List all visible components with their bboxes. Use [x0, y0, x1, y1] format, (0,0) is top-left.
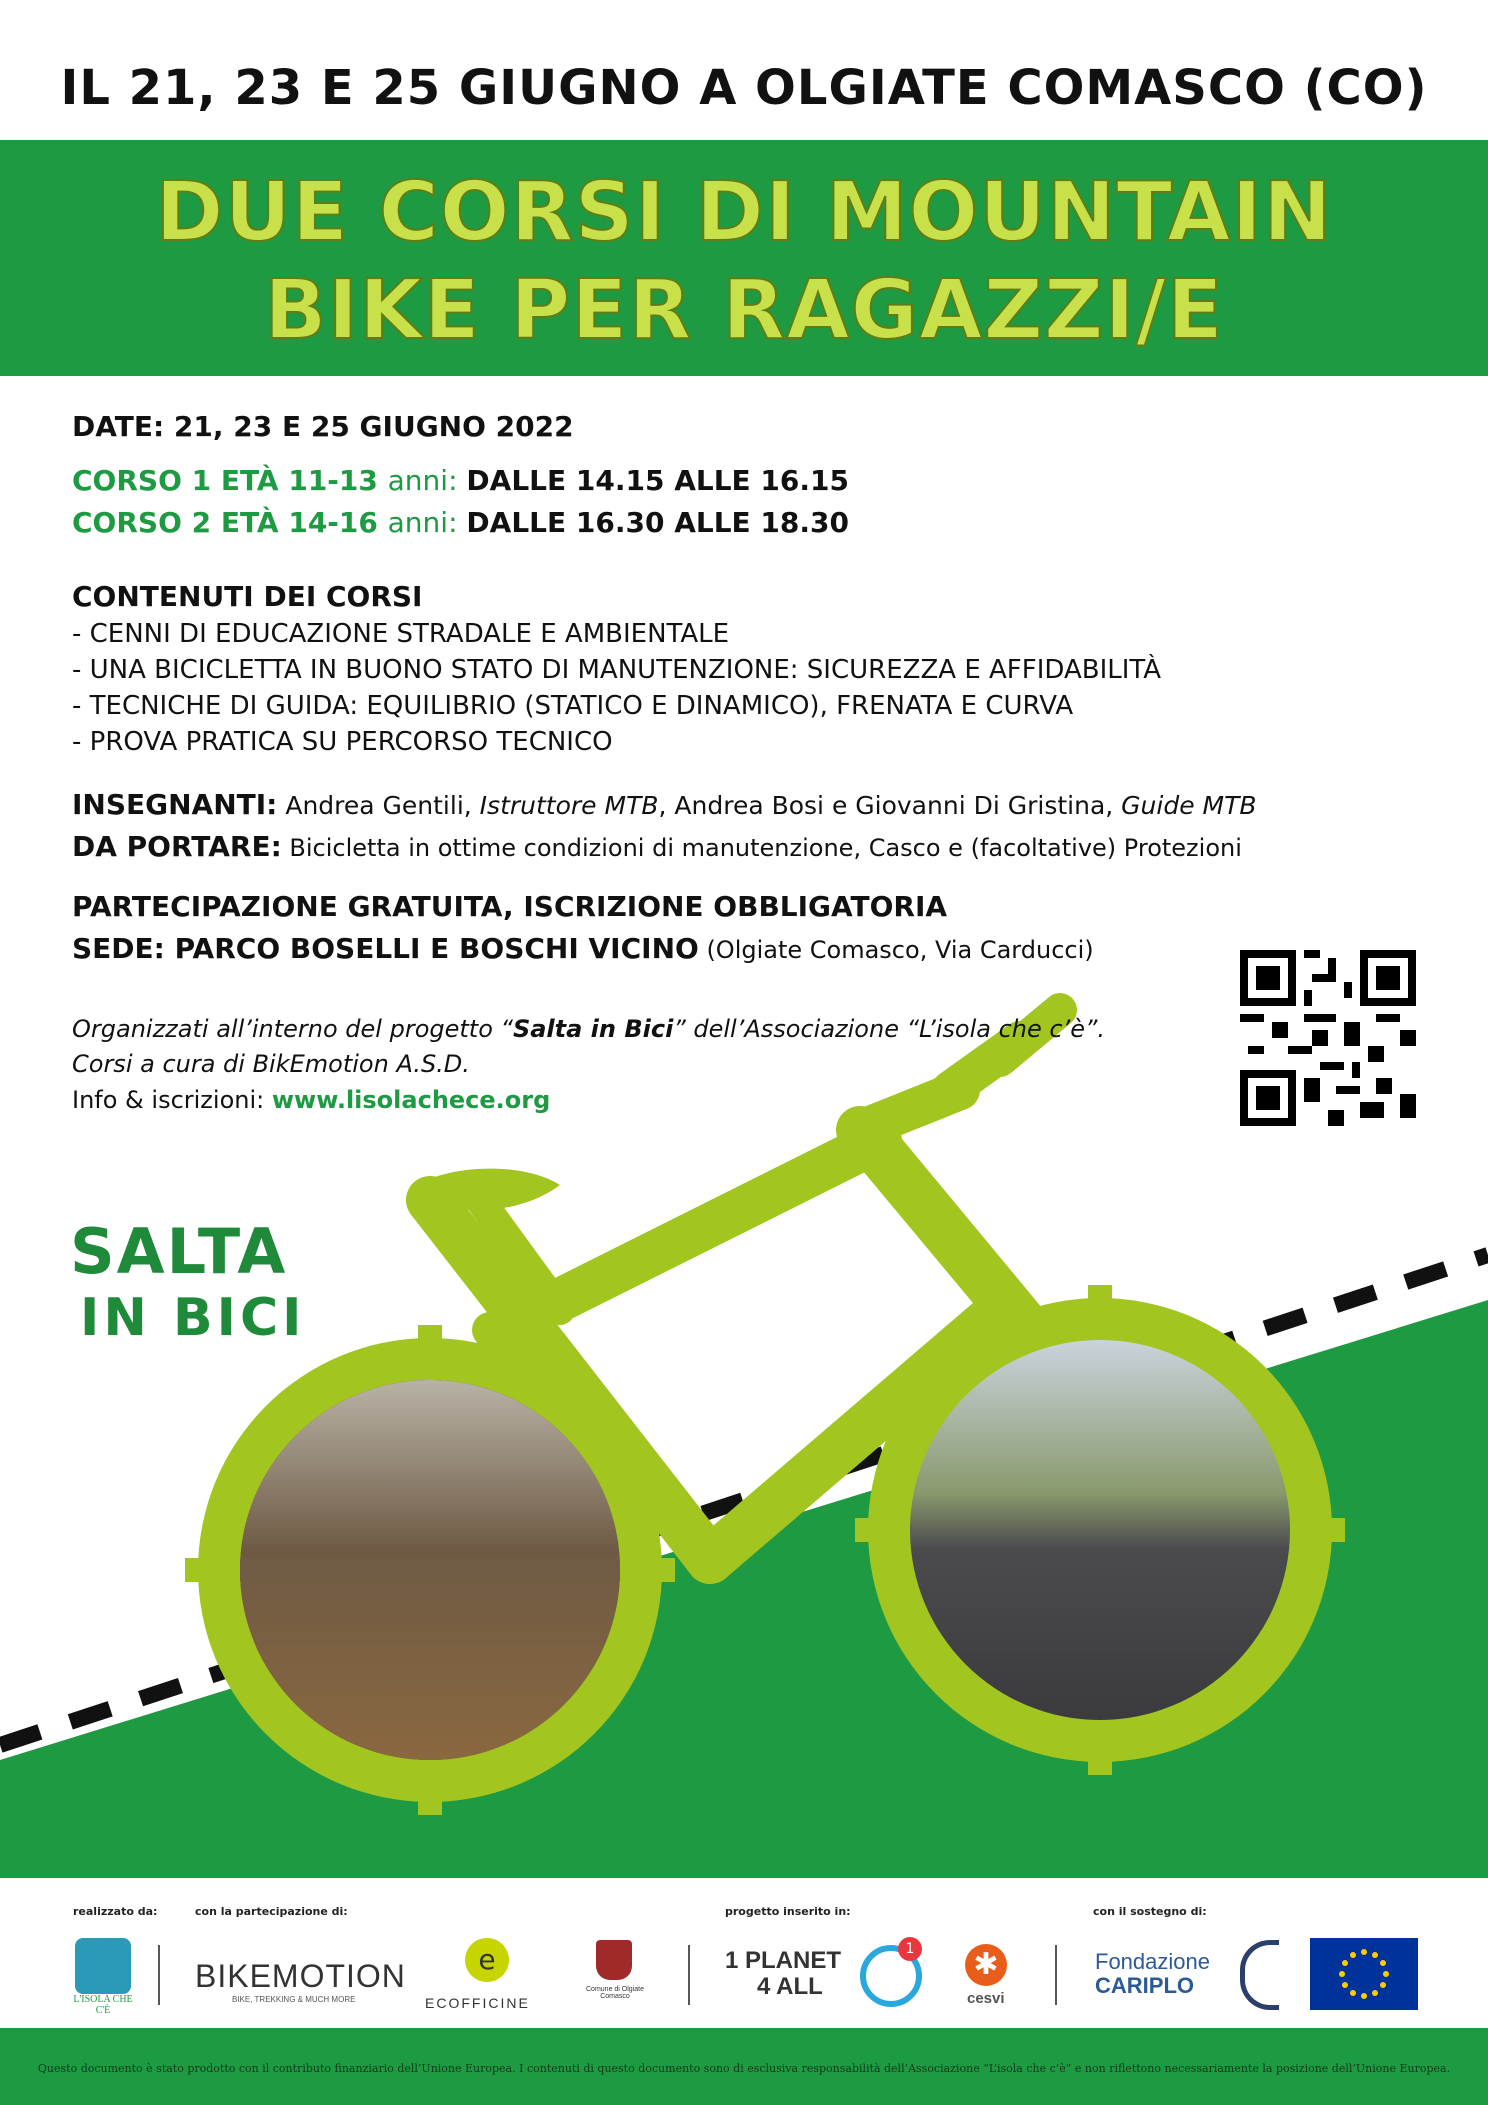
what-to-bring: DA PORTARE: Bicicletta in ottime condizioni di manutenzione, Casco e (facoltative) Protezioni	[72, 830, 1242, 863]
main-title-line2: BIKE PER RAGAZZI/E	[264, 263, 1224, 358]
course-1: CORSO 1 ETÀ 11-13 anni: DALLE 14.15 ALLE 16.15	[72, 464, 850, 497]
teachers: INSEGNANTI: Andrea Gentili, Istruttore MTB, Andrea Bosi e Giovanni Di Gristina, Guide MTB	[72, 788, 1257, 821]
ecofficine-icon: e	[465, 1938, 509, 1982]
cariplo-logo: Fondazione CARIPLO	[1095, 1949, 1210, 1998]
eu-disclaimer-footer: Questo documento è stato prodotto con il contributo finanziario dell’Unione Europea. I contenuti di questo documento sono di esclusiva responsabilità dell’Associazione “L’isola che c’è” e non riflettono necessariamente la posizione dell’Unione Europea.	[0, 2032, 1488, 2105]
ecofficine-logo: ECOFFICINE	[425, 1995, 530, 2011]
dates: DATE: 21, 23 E 25 GIUGNO 2022	[72, 410, 574, 443]
qr-code	[1240, 950, 1416, 1126]
cesvi-logo: cesvi	[967, 1990, 1005, 2007]
info-line: Info & iscrizioni: www.lisolachece.org	[72, 1086, 551, 1114]
main-title-line1: DUE CORSI DI MOUNTAIN	[155, 165, 1333, 260]
list-item: - UNA BICICLETTA IN BUONO STATO DI MANUTENZIONE: SICUREZZA E AFFIDABILITÀ	[72, 655, 1162, 685]
course-label: CORSO 2 ETÀ 14-16	[72, 506, 388, 539]
course-age-unit: anni	[387, 506, 449, 539]
front-wheel	[868, 1298, 1332, 1762]
course-time: DALLE 14.15 ALLE 16.15	[466, 464, 850, 497]
one-planet-logo: 1 PLANET 4 ALL	[725, 1947, 842, 2000]
list-item: - TECNICHE DI GUIDA: EQUILIBRIO (STATICO E DINAMICO), FRENATA E CURVA	[72, 691, 1074, 721]
eu-flag-icon	[1310, 1938, 1418, 2010]
bikemotion-logo: BIKEMOTION	[195, 1958, 406, 1994]
venue: SEDE: PARCO BOSELLI E BOSCHI VICINO (Olgiate Comasco, Via Carducci)	[72, 932, 1094, 965]
list-item: - PROVA PRATICA SU PERCORSO TECNICO	[72, 727, 613, 757]
courses-by: Corsi a cura di BikEmotion A.S.D.	[72, 1050, 470, 1078]
divider	[1055, 1945, 1057, 2005]
contents-heading: CONTENUTI DEI CORSI	[72, 580, 423, 613]
course-time: DALLE 16.30 ALLE 18.30	[466, 506, 850, 539]
organized-line: Organizzati all’interno del progetto “Salta in Bici” dell’Associazione “L’isola che c’è”.	[72, 1015, 1106, 1043]
divider	[688, 1945, 690, 2005]
course-2: CORSO 2 ETÀ 14-16 anni: DALLE 16.30 ALLE 18.30	[72, 506, 850, 539]
isola-icon	[75, 1938, 131, 1994]
comune-crest-icon	[596, 1940, 632, 1980]
contents-list	[72, 616, 1161, 760]
cesvi-icon: ✱	[965, 1944, 1007, 1986]
divider	[158, 1945, 160, 2005]
course-label: CORSO 1 ETÀ 11-13	[72, 464, 388, 497]
isola-logo: L'ISOLA CHE C'È	[68, 1938, 138, 2016]
rear-wheel	[198, 1338, 662, 1802]
course-age-unit: anni	[387, 464, 449, 497]
salta-in-bici-logo: SALTA IN BICI	[70, 1215, 306, 1348]
participation: PARTECIPAZIONE GRATUITA, ISCRIZIONE OBBLIGATORIA	[72, 890, 948, 923]
event-date-location: IL 21, 23 E 25 GIUGNO A OLGIATE COMASCO (CO)	[60, 60, 1428, 116]
list-item: - CENNI DI EDUCAZIONE STRADALE E AMBIENTALE	[72, 619, 730, 649]
website-link[interactable]: www.lisolachece.org	[271, 1086, 551, 1114]
